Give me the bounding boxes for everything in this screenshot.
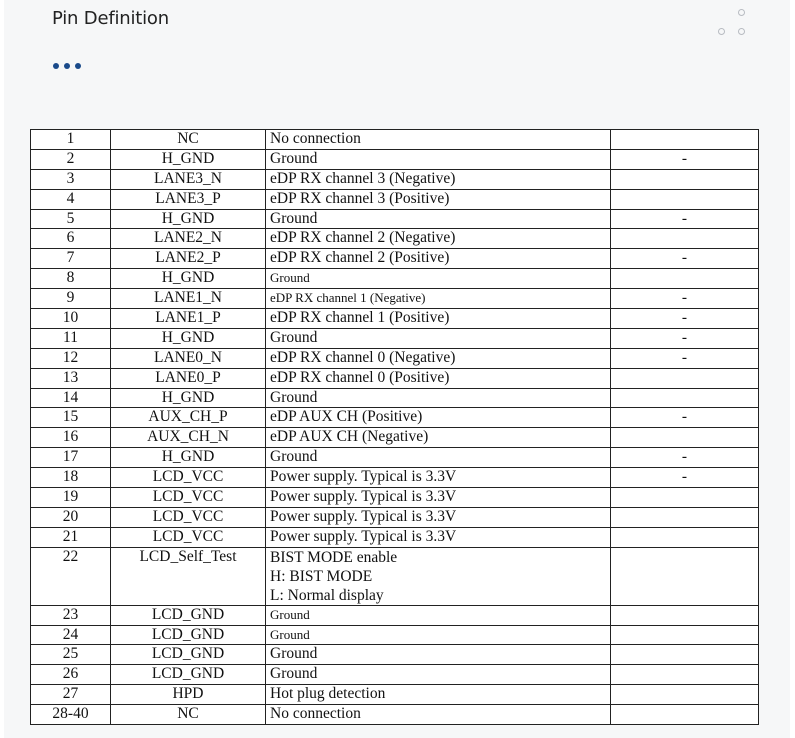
pin-number-cell: 16 (31, 428, 111, 448)
pin-description-cell: Power supply. Typical is 3.3V (266, 468, 611, 488)
pin-description-cell: Power supply. Typical is 3.3V (266, 507, 611, 527)
pin-number-cell: 14 (31, 388, 111, 408)
table-row (31, 507, 759, 527)
pin-note-cell (611, 388, 759, 408)
pin-note-cell: - (611, 309, 759, 329)
table-row (31, 189, 759, 209)
dot (64, 63, 70, 69)
pin-symbol-cell: LANE3_P (111, 189, 266, 209)
pin-symbol-cell: AUX_CH_N (111, 428, 266, 448)
table-row (31, 625, 759, 645)
pin-symbol-cell: LANE0_N (111, 348, 266, 368)
table-row (31, 527, 759, 547)
pin-number-cell: 13 (31, 368, 111, 388)
table-row (31, 488, 759, 508)
pin-description-cell: Ground (266, 388, 611, 408)
pin-symbol-cell: LCD_GND (111, 625, 266, 645)
pin-note-cell: - (611, 408, 759, 428)
pin-number-cell: 2 (31, 149, 111, 169)
pin-note-cell: - (611, 448, 759, 468)
pin-description-cell: Ground (266, 269, 611, 289)
pin-number-cell: 5 (31, 209, 111, 229)
pin-symbol-cell: LANE2_N (111, 229, 266, 249)
table-row (31, 408, 759, 428)
pin-symbol-cell: H_GND (111, 328, 266, 348)
pin-symbol-cell: LCD_VCC (111, 468, 266, 488)
pin-symbol-cell: LCD_GND (111, 605, 266, 625)
pin-description-cell: eDP AUX CH (Negative) (266, 428, 611, 448)
pin-note-cell (611, 169, 759, 189)
decor-circle-icon (738, 9, 745, 16)
pin-note-cell (611, 665, 759, 685)
pin-number-cell: 20 (31, 507, 111, 527)
pin-symbol-cell: LANE1_N (111, 289, 266, 309)
pin-description-cell: Ground (266, 625, 611, 645)
table-row (31, 685, 759, 705)
pin-number-cell: 9 (31, 289, 111, 309)
pin-number-cell: 1 (31, 130, 111, 150)
pin-description-cell: eDP RX channel 2 (Positive) (266, 249, 611, 269)
page-title: Pin Definition (52, 8, 169, 29)
pin-symbol-cell: LCD_VCC (111, 507, 266, 527)
table-row (31, 328, 759, 348)
pin-description-cell: Ground (266, 645, 611, 665)
table-row (31, 605, 759, 625)
pin-note-cell (611, 130, 759, 150)
pin-number-cell: 23 (31, 605, 111, 625)
description-line: L: Normal display (270, 586, 384, 604)
pin-description-cell: eDP RX channel 0 (Positive) (266, 368, 611, 388)
pin-description-cell: eDP RX channel 0 (Negative) (266, 348, 611, 368)
pin-note-cell (611, 625, 759, 645)
pin-number-cell: 4 (31, 189, 111, 209)
pin-number-cell: 19 (31, 488, 111, 508)
pin-note-cell: - (611, 249, 759, 269)
pin-number-cell: 18 (31, 468, 111, 488)
pin-number-cell: 21 (31, 527, 111, 547)
pin-number-cell: 11 (31, 328, 111, 348)
pin-number-cell: 10 (31, 309, 111, 329)
pin-description-cell: Power supply. Typical is 3.3V (266, 527, 611, 547)
pin-table-body (31, 130, 759, 725)
pin-note-cell (611, 645, 759, 665)
dot (75, 63, 81, 69)
description-line: H: BIST MODE (270, 567, 373, 585)
pin-symbol-cell: LCD_Self_Test (111, 547, 266, 605)
pin-number-cell: 12 (31, 348, 111, 368)
more-dots-icon (53, 63, 81, 69)
pin-description-cell: eDP RX channel 2 (Negative) (266, 229, 611, 249)
pin-description-cell: eDP AUX CH (Positive) (266, 408, 611, 428)
pin-number-cell: 27 (31, 685, 111, 705)
pin-symbol-cell: AUX_CH_P (111, 408, 266, 428)
pin-description-cell: eDP RX channel 3 (Negative) (266, 169, 611, 189)
pin-number-cell: 8 (31, 269, 111, 289)
pin-note-cell: - (611, 289, 759, 309)
table-row (31, 468, 759, 488)
pin-note-cell (611, 368, 759, 388)
pin-definition-table-container (30, 129, 758, 725)
table-row (31, 368, 759, 388)
pin-description-cell: Ground (266, 605, 611, 625)
pin-number-cell: 6 (31, 229, 111, 249)
pin-symbol-cell: NC (111, 705, 266, 725)
pin-note-cell: - (611, 348, 759, 368)
pin-note-cell (611, 685, 759, 705)
table-row (31, 169, 759, 189)
pin-note-cell (611, 428, 759, 448)
table-row (31, 428, 759, 448)
pin-number-cell: 26 (31, 665, 111, 685)
pin-symbol-cell: NC (111, 130, 266, 150)
pin-description-cell: Hot plug detection (266, 685, 611, 705)
table-row (31, 149, 759, 169)
pin-note-cell (611, 189, 759, 209)
pin-description-cell: Ground (266, 665, 611, 685)
table-row (31, 130, 759, 150)
pin-note-cell: - (611, 468, 759, 488)
pin-number-cell: 17 (31, 448, 111, 468)
pin-description-cell: Ground (266, 209, 611, 229)
pin-symbol-cell: LCD_VCC (111, 527, 266, 547)
pin-symbol-cell: LANE2_P (111, 249, 266, 269)
pin-note-cell: - (611, 209, 759, 229)
pin-note-cell (611, 705, 759, 725)
pin-symbol-cell: LCD_VCC (111, 488, 266, 508)
table-row (31, 388, 759, 408)
dot (53, 63, 59, 69)
pin-description-cell: Ground (266, 328, 611, 348)
table-row (31, 289, 759, 309)
pin-description-cell (266, 547, 611, 605)
pin-note-cell (611, 269, 759, 289)
pin-note-cell (611, 527, 759, 547)
pin-description-cell: No connection (266, 130, 611, 150)
pin-number-cell: 15 (31, 408, 111, 428)
pin-symbol-cell: H_GND (111, 149, 266, 169)
pin-definition-table (30, 129, 759, 725)
pin-symbol-cell: LANE3_N (111, 169, 266, 189)
pin-description-cell: Ground (266, 448, 611, 468)
table-row (31, 249, 759, 269)
pin-number-cell: 25 (31, 645, 111, 665)
table-row (31, 269, 759, 289)
pin-description-cell: Power supply. Typical is 3.3V (266, 488, 611, 508)
pin-note-cell (611, 605, 759, 625)
table-row (31, 209, 759, 229)
table-row (31, 547, 759, 605)
table-row (31, 665, 759, 685)
pin-number-cell: 28-40 (31, 705, 111, 725)
table-row (31, 229, 759, 249)
pin-symbol-cell: LCD_GND (111, 665, 266, 685)
pin-note-cell (611, 547, 759, 605)
pin-note-cell: - (611, 149, 759, 169)
pin-note-cell (611, 488, 759, 508)
pin-symbol-cell: H_GND (111, 388, 266, 408)
table-row (31, 309, 759, 329)
pin-description-cell: No connection (266, 705, 611, 725)
pin-symbol-cell: LANE1_P (111, 309, 266, 329)
pin-note-cell (611, 229, 759, 249)
pin-description-cell: Ground (266, 149, 611, 169)
decor-circle-icon (718, 28, 725, 35)
table-row (31, 645, 759, 665)
pin-symbol-cell: H_GND (111, 448, 266, 468)
pin-number-cell: 3 (31, 169, 111, 189)
pin-symbol-cell: HPD (111, 685, 266, 705)
pin-note-cell: - (611, 328, 759, 348)
pin-symbol-cell: LANE0_P (111, 368, 266, 388)
pin-description-cell: eDP RX channel 3 (Positive) (266, 189, 611, 209)
pin-number-cell: 24 (31, 625, 111, 645)
table-row (31, 705, 759, 725)
pin-note-cell (611, 507, 759, 527)
table-row (31, 448, 759, 468)
pin-number-cell: 7 (31, 249, 111, 269)
pin-symbol-cell: LCD_GND (111, 645, 266, 665)
decor-circle-icon (738, 28, 745, 35)
pin-symbol-cell: H_GND (111, 209, 266, 229)
pin-description-cell: eDP RX channel 1 (Negative) (266, 289, 611, 309)
description-line: BIST MODE enable (270, 548, 398, 566)
table-row (31, 348, 759, 368)
pin-description-cell: eDP RX channel 1 (Positive) (266, 309, 611, 329)
pin-number-cell: 22 (31, 547, 111, 605)
pin-symbol-cell: H_GND (111, 269, 266, 289)
